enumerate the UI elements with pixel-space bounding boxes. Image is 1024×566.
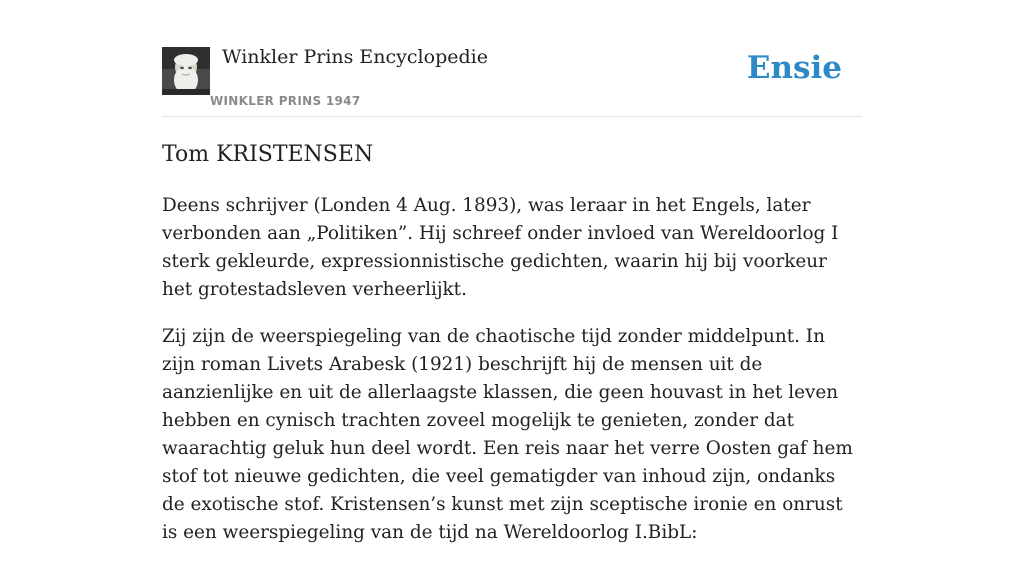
article-body — [162, 192, 862, 566]
ensie-logo[interactable]: Ensie — [746, 50, 842, 86]
site-title[interactable]: Winkler Prins Encyclopedie — [222, 46, 488, 68]
portrait-icon — [162, 47, 210, 95]
article-title: Tom KRISTENSEN — [162, 142, 374, 167]
site-subtitle[interactable]: WINKLER PRINS 1947 — [210, 94, 361, 108]
author-avatar[interactable] — [162, 47, 210, 95]
page-container — [162, 0, 862, 543]
article-paragraph: Zij zijn de weerspiegeling van de chaotische tijd zonder middelpunt. In zijn roman Livets Arabesk (1921) beschrijft hij de mensen uit de aanzienlijke en uit de allerlaagste klassen, die geen houvast in het leven hebben en cynisch trachten zoveel mogelijk te genieten, zonder dat waarachtig geluk hun deel wordt. Een reis naar het verre Oosten gaf hem stof tot nieuwe gedichten, die veel gematigder van inhoud zijn, ondanks de exotische stof. Kristensen’s kunst met zijn sceptische ironie en onrust is een weerspiegeling van de tijd na Wereldoorlog I.BibL: — [162, 326, 853, 543]
site-header — [162, 0, 862, 117]
article-paragraph: Deens schrijver (Londen 4 Aug. 1893), was leraar in het Engels, later verbonden aan „Politiken”. Hij schreef onder invloed van Wereldoorlog I sterk gekleurde, expressionnistische gedichten, waarin hij bij voorkeur het grotestadsleven verheerlijkt. — [162, 195, 839, 300]
